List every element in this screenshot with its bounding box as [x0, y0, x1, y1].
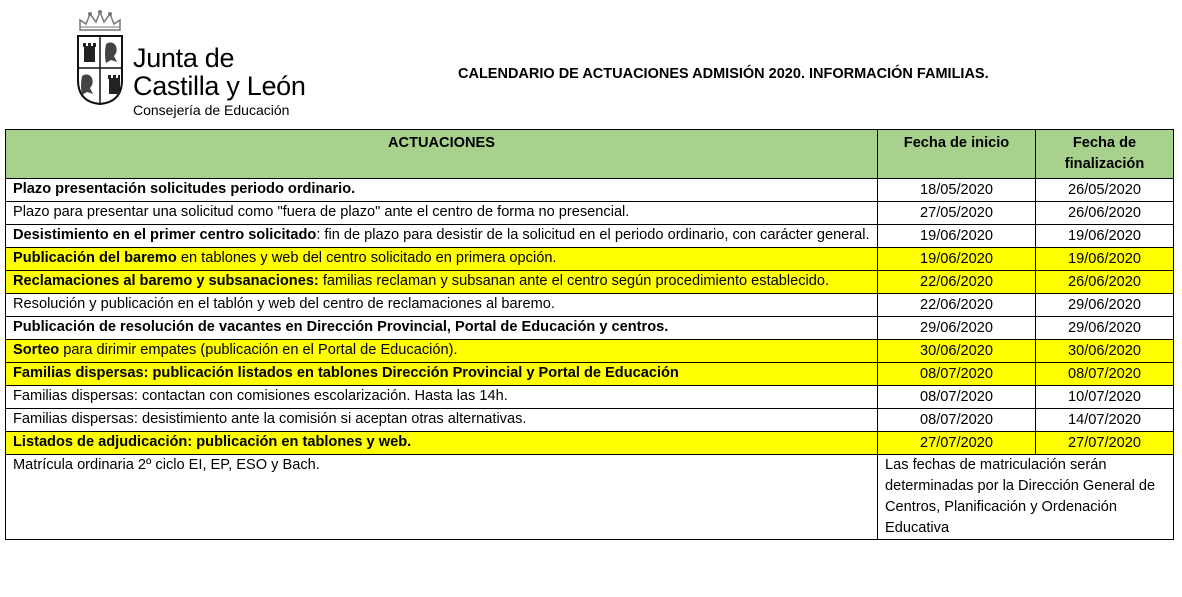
start-date: 22/06/2020 [878, 271, 1036, 294]
crown-icon [76, 10, 124, 32]
action-cell [6, 317, 878, 340]
page-header [0, 0, 1182, 128]
table-row [6, 294, 1174, 317]
start-date: 08/07/2020 [878, 363, 1036, 386]
action-bold: Desistimiento en el primer centro solicitado [13, 227, 317, 243]
end-date: 26/06/2020 [1036, 271, 1174, 294]
end-date: 29/06/2020 [1036, 317, 1174, 340]
table-header-row [6, 130, 1174, 179]
action-cell: Matrícula ordinaria 2º ciclo EI, EP, ESO y Bach. [6, 455, 878, 540]
action-cell [6, 409, 878, 432]
logo-subtitle: Consejería de Educación [133, 102, 290, 118]
end-date: 27/07/2020 [1036, 432, 1174, 455]
action-text: Familias dispersas: contactan con comisiones escolarización. Hasta las 14h. [13, 388, 508, 404]
action-bold: Publicación del baremo [13, 250, 177, 266]
start-date: 22/06/2020 [878, 294, 1036, 317]
table-row [6, 409, 1174, 432]
action-cell [6, 432, 878, 455]
end-date: 19/06/2020 [1036, 225, 1174, 248]
start-date: 08/07/2020 [878, 409, 1036, 432]
action-text: : fin de plazo para desistir de la solicitud en el periodo ordinario, con carácter general. [316, 227, 870, 243]
action-text: en tablones y web del centro solicitado en primera opción. [176, 250, 557, 266]
document-title: CALENDARIO DE ACTUACIONES ADMISIÓN 2020. INFORMACIÓN FAMILIAS. [458, 66, 989, 82]
table-row-highlighted [6, 248, 1174, 271]
junta-logo [74, 10, 319, 122]
action-cell [6, 363, 878, 386]
table-row-highlighted [6, 271, 1174, 294]
start-date: 27/07/2020 [878, 432, 1036, 455]
action-cell [6, 248, 878, 271]
start-date: 19/06/2020 [878, 248, 1036, 271]
table-row-enrollment [6, 455, 1174, 540]
end-date: 26/05/2020 [1036, 179, 1174, 202]
table-row-highlighted [6, 432, 1174, 455]
action-bold: Sorteo [13, 342, 60, 358]
start-date: 19/06/2020 [878, 225, 1036, 248]
action-bold: Familias dispersas: publicación listados en tablones Dirección Provincial y Portal de Educación [13, 365, 679, 381]
action-text: Plazo para presentar una solicitud como "fuera de plazo" ante el centro de forma no presencial. [13, 204, 630, 220]
action-text: Resolución y publicación en el tablón y web del centro de reclamaciones al baremo. [13, 296, 555, 312]
action-text: familias reclaman y subsanan ante el centro según procedimiento establecido. [318, 273, 830, 289]
action-bold: Plazo presentación solicitudes periodo ordinario. [13, 181, 356, 197]
start-date: 27/05/2020 [878, 202, 1036, 225]
action-cell [6, 271, 878, 294]
action-cell [6, 202, 878, 225]
start-date: 08/07/2020 [878, 386, 1036, 409]
end-date: 29/06/2020 [1036, 294, 1174, 317]
logo-title-line2: Castilla y León [133, 71, 306, 101]
logo-title-line1: Junta de [133, 43, 235, 73]
start-date: 30/06/2020 [878, 340, 1036, 363]
coat-of-arms-icon [76, 34, 124, 106]
action-bold: Listados de adjudicación: publicación en tablones y web. [13, 434, 412, 450]
action-cell [6, 225, 878, 248]
table-row [6, 179, 1174, 202]
calendar-table [5, 129, 1174, 540]
start-date: 18/05/2020 [878, 179, 1036, 202]
end-date: 30/06/2020 [1036, 340, 1174, 363]
enrollment-note: Las fechas de matriculación serán determinadas por la Dirección General de Centros, Planificación y Ordenación Educativa [878, 455, 1174, 540]
action-cell [6, 294, 878, 317]
table-row [6, 202, 1174, 225]
column-header-start: Fecha de inicio [878, 130, 1036, 179]
table-row [6, 386, 1174, 409]
action-bold: Reclamaciones al baremo y subsanaciones: [13, 273, 319, 289]
action-bold: Publicación de resolución de vacantes en Dirección Provincial, Portal de Educación y centros. [13, 319, 669, 335]
table-row [6, 225, 1174, 248]
table-row-highlighted [6, 363, 1174, 386]
action-cell [6, 340, 878, 363]
end-date: 14/07/2020 [1036, 409, 1174, 432]
start-date: 29/06/2020 [878, 317, 1036, 340]
action-text: Familias dispersas: desistimiento ante la comisión si aceptan otras alternativas. [13, 411, 527, 427]
column-header-end: Fecha de finalización [1036, 130, 1174, 179]
end-date: 26/06/2020 [1036, 202, 1174, 225]
table-row [6, 317, 1174, 340]
action-text: para dirimir empates (publicación en el Portal de Educación). [59, 342, 458, 358]
end-date: 08/07/2020 [1036, 363, 1174, 386]
column-header-actions: ACTUACIONES [6, 130, 878, 179]
end-date: 19/06/2020 [1036, 248, 1174, 271]
end-date: 10/07/2020 [1036, 386, 1174, 409]
action-cell [6, 386, 878, 409]
table-row-highlighted [6, 340, 1174, 363]
action-cell [6, 179, 878, 202]
